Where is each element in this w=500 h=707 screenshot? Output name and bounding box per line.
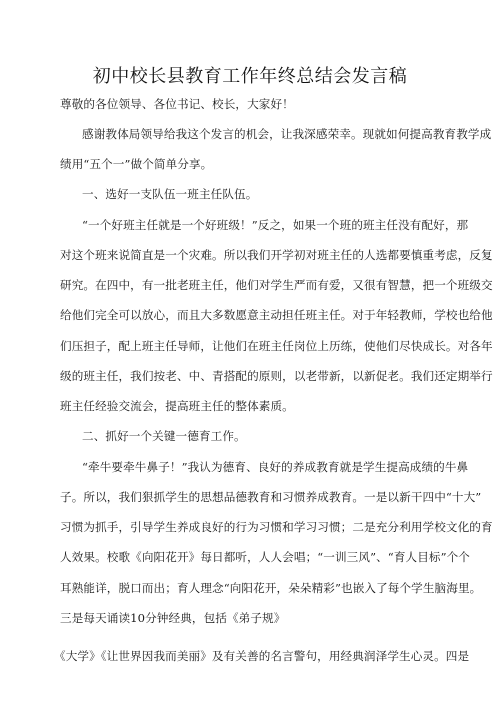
paragraph-line: 子。所以，我们狠抓学生的思想品德教育和习惯养成教育。一是以新干四中“十大” — [60, 490, 482, 504]
paragraph-line: 人效果。校歌《向阳花开》每日都听，人人会唱；“一训三风”、“育人目标”个个 — [60, 550, 471, 564]
section-heading: 一、选好一支队伍一班主任队伍。 — [82, 187, 258, 201]
paragraph-line: 耳熟能详，脱口而出；育人理念“向阳花开，朵朵精彩”也嵌入了每个学生脑海里。 — [60, 581, 482, 595]
paragraph-line: 习惯为抓手，引导学生养成良好的行为习惯和学习习惯；二是充分利用学校文化的育 — [60, 520, 493, 534]
paragraph-line: 对这个班来说简直是一个灾难。所以我们开学初对班主任的人选都要慎重考虑，反复 — [60, 248, 493, 262]
section-heading: 二、抓好一个关键一德育工作。 — [82, 429, 246, 443]
paragraph-line: “一个好班主任就是一个好班级！”反之，如果一个班的班主任没有配好，那 — [82, 218, 469, 232]
paragraph-line: “牵牛要牵牛鼻子！”我认为德育、良好的养成教育就是学生提高成绩的牛鼻 — [82, 460, 469, 474]
paragraph-line: 绩用“五个一”做个简单分享。 — [60, 157, 213, 171]
paragraph-line: 研究。在四中，有一批老班主任，他们对学生严而有爱，又很有智慧，把一个班级交 — [60, 278, 493, 292]
paragraph-line: 给他们完全可以放心，而且大多数愿意主动担任班主任。对于年轻教师，学校也给他 — [60, 308, 493, 322]
paragraph-line: 级的班主任，我们按老、中、青搭配的原则，以老带新，以新促老。我们还定期举行 — [60, 369, 493, 383]
paragraph-line: 《大学》《让世界因我而美丽》及有关善的名言警句，用经典润泽学生心灵。四是 — [54, 649, 470, 663]
paragraph-line: 们压担子，配上班主任导师，让他们在班主任岗位上历练，使他们尽快成长。对各年 — [60, 339, 493, 353]
paragraph-line: 班主任经验交流会，提高班主任的整体素质。 — [60, 399, 294, 413]
salutation-line: 尊敬的各位领导、各位书记、校长，大家好！ — [60, 97, 294, 111]
paragraph-line: 感谢教体局领导给我这个发言的机会，让我深感荣幸。现就如何提高教育教学成 — [82, 127, 492, 141]
paragraph-line: 三是每天诵读10分钟经典，包括《弟子规》 — [60, 611, 286, 625]
document-title: 初中校长县教育工作年终总结会发言稿 — [92, 66, 408, 87]
